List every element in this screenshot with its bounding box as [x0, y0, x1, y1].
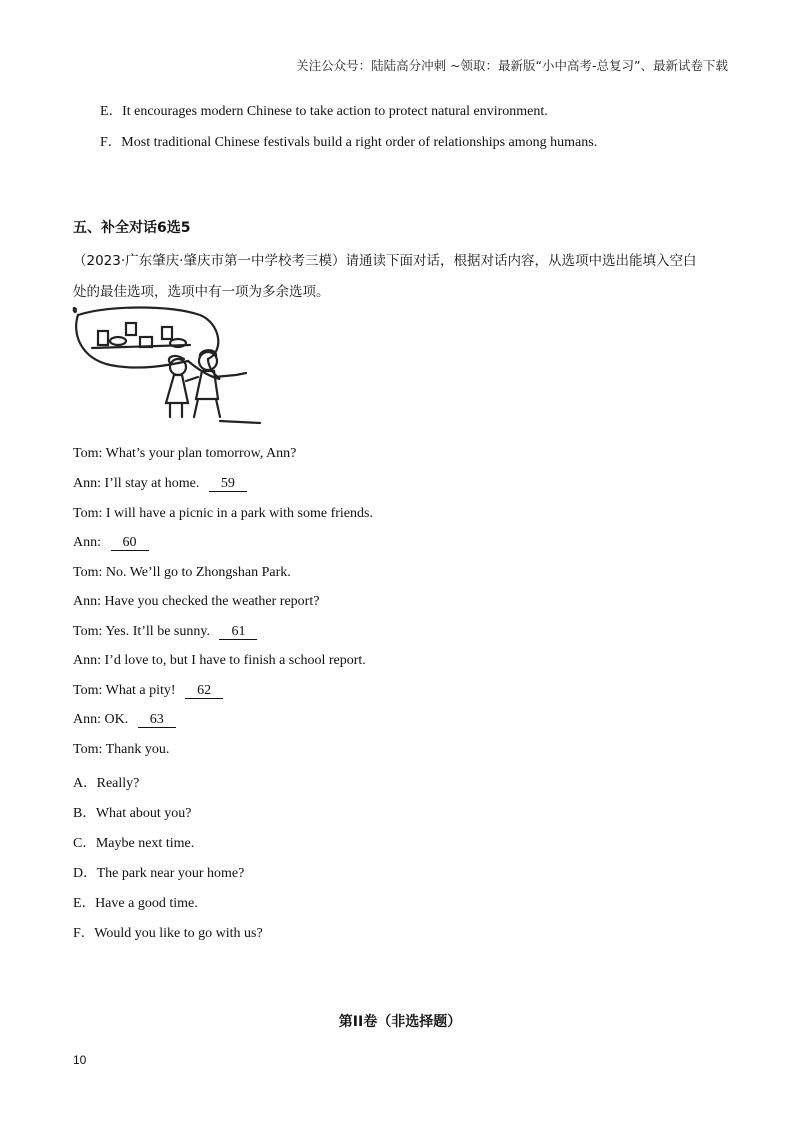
dialogue-line: Ann: I’ll stay at home. 59 — [73, 476, 247, 492]
option-letter: E — [100, 104, 109, 119]
answer-blank[interactable]: 63 — [138, 712, 176, 728]
dialogue-line: Tom: Yes. It’ll be sunny. 61 — [73, 624, 257, 640]
dialogue-line: Tom: What a pity! 62 — [73, 683, 223, 699]
answer-blank[interactable]: 60 — [111, 535, 149, 551]
section-title: 五、补全对话6选5 — [73, 220, 191, 236]
dialogue-line: Tom: What’s your plan tomorrow, Ann? — [73, 446, 297, 461]
header-note: 关注公众号：陆陆高分冲刺 ~领取：最新版“小中高考-总复习”、最新试卷下载 — [296, 58, 728, 73]
option-c: C．Maybe next time. — [73, 835, 195, 851]
option-b: B．What about you? — [73, 805, 192, 821]
prev-option-f: F．Most traditional Chinese festivals build a right order of relationships among humans. — [100, 134, 598, 150]
option-a: A．Really? — [73, 775, 140, 791]
dialogue-line: Ann: I’d love to, but I have to finish a school report. — [73, 653, 366, 668]
answer-blank[interactable]: 62 — [185, 683, 223, 699]
dialogue-line: Ann: OK. 63 — [73, 712, 176, 728]
option-letter: F — [100, 135, 108, 150]
dialogue-line: Ann: Have you checked the weather report? — [73, 594, 320, 609]
dialogue-line: Tom: Thank you. — [73, 742, 170, 757]
option-f: F．Would you like to go with us? — [73, 925, 263, 941]
prev-option-e: E．It encourages modern Chinese to take action to protect natural environment. — [100, 103, 548, 119]
option-text: Most traditional Chinese festivals build a right order of relationships among humans. — [121, 135, 598, 150]
answer-blank[interactable]: 61 — [219, 624, 257, 640]
section-instruction-line2: 处的最佳选项，选项中有一项为多余选项。 — [73, 284, 330, 300]
option-d: D．The park near your home? — [73, 865, 245, 881]
dialogue-line: Tom: No. We’ll go to Zhongshan Park. — [73, 565, 291, 580]
option-e: E．Have a good time. — [73, 895, 198, 911]
dialogue-line: Tom: I will have a picnic in a park with some friends. — [73, 506, 373, 521]
picnic-illustration — [70, 303, 270, 428]
part-title: 第II卷（非选择题） — [338, 1014, 462, 1030]
option-text: It encourages modern Chinese to take action to protect natural environment. — [122, 104, 548, 119]
section-instruction-line1: （2023·广东肇庆·肇庆市第一中学校考三模）请通读下面对话，根据对话内容，从选项中选出能填入空白 — [73, 253, 697, 269]
page-number: 10 — [73, 1053, 87, 1067]
dialogue-line: Ann: 60 — [73, 535, 149, 551]
answer-blank[interactable]: 59 — [209, 476, 247, 492]
